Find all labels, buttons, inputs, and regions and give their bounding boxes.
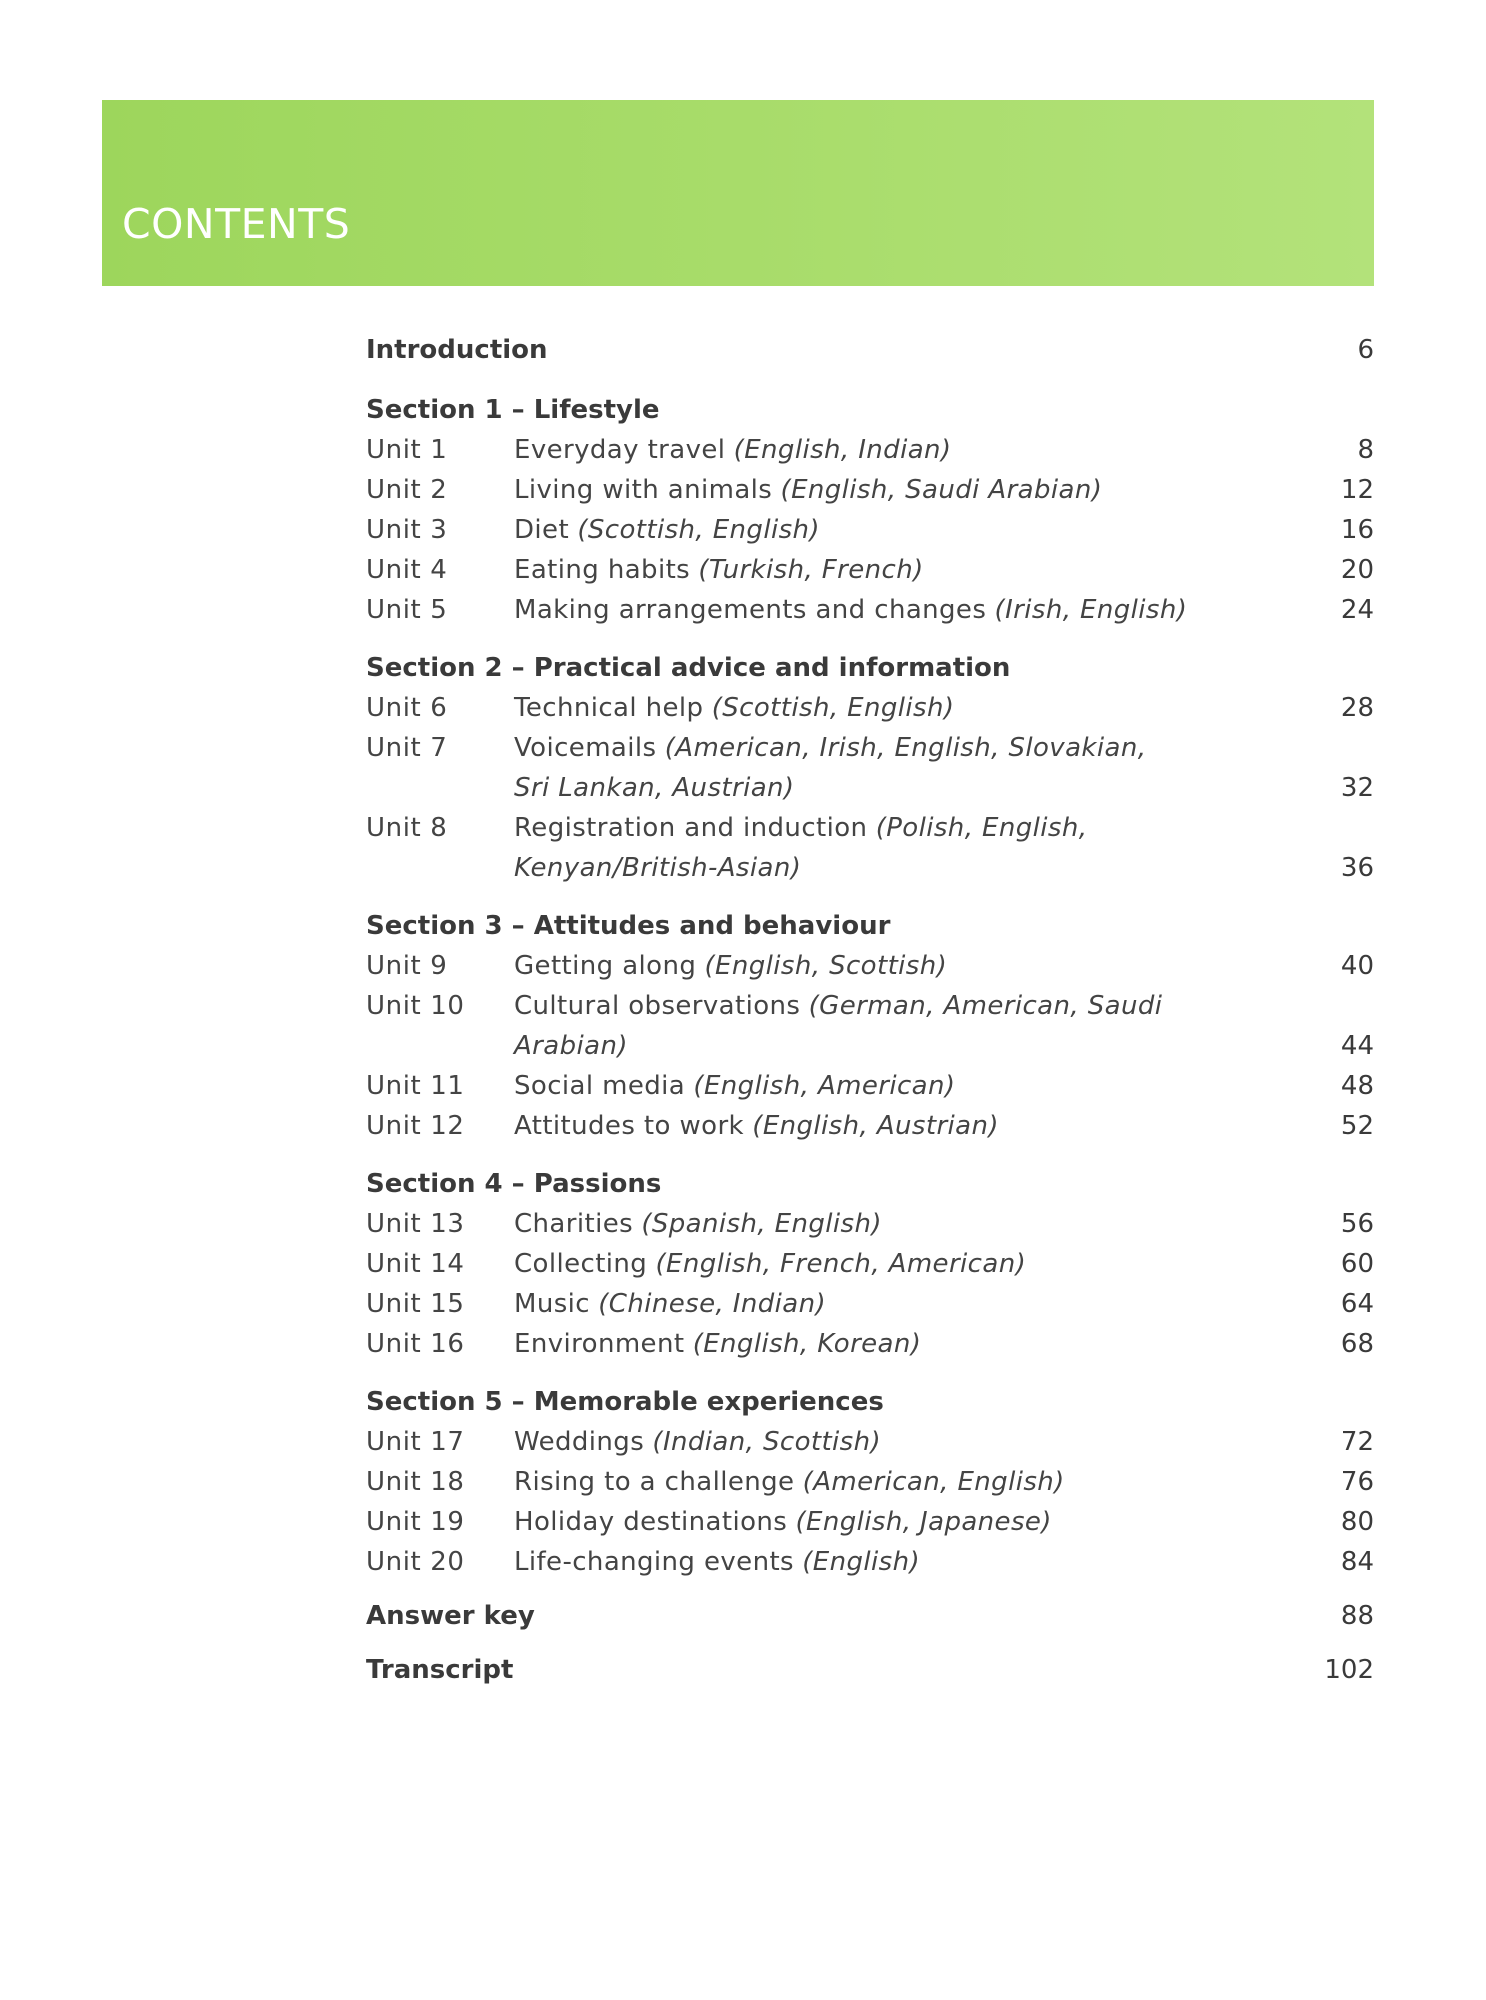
page-number: 32 bbox=[1340, 773, 1374, 803]
unit-body bbox=[514, 550, 1284, 590]
page-number: 24 bbox=[1340, 595, 1374, 625]
unit-title: Social media bbox=[514, 1071, 686, 1101]
unit-title: Diet bbox=[514, 515, 570, 545]
page-number: 6 bbox=[1357, 335, 1374, 365]
unit-title: Music bbox=[514, 1289, 590, 1319]
toc-unit-row[interactable] bbox=[366, 1324, 1374, 1364]
unit-title: Eating habits bbox=[514, 555, 691, 585]
page-number: 88 bbox=[1340, 1601, 1374, 1631]
unit-title: Collecting bbox=[514, 1249, 648, 1279]
unit-title: Life-changing events bbox=[514, 1547, 794, 1577]
unit-title: Attitudes to work bbox=[514, 1111, 745, 1141]
section-heading: Section 2 – Practical advice and information bbox=[366, 653, 1011, 683]
unit-title: Rising to a challenge bbox=[514, 1467, 795, 1497]
table-of-contents bbox=[366, 330, 1374, 1690]
unit-accents: (English, Korean) bbox=[692, 1329, 922, 1359]
unit-label: Unit 3 bbox=[366, 515, 448, 545]
unit-label: Unit 8 bbox=[366, 813, 448, 843]
unit-accents: (Spanish, English) bbox=[641, 1209, 882, 1239]
page-number: 80 bbox=[1340, 1507, 1374, 1537]
unit-body bbox=[514, 1106, 1284, 1146]
unit-title: Registration and induction bbox=[514, 813, 868, 843]
unit-label: Unit 5 bbox=[366, 595, 448, 625]
unit-body bbox=[514, 1244, 1284, 1284]
page-number: 52 bbox=[1340, 1111, 1374, 1141]
page-number: 48 bbox=[1340, 1071, 1374, 1101]
unit-body bbox=[514, 1066, 1284, 1106]
introduction-label: Introduction bbox=[366, 335, 548, 365]
toc-unit-row[interactable] bbox=[366, 1422, 1374, 1462]
unit-label: Unit 9 bbox=[366, 951, 448, 981]
toc-unit-row[interactable] bbox=[366, 430, 1374, 470]
toc-unit-row[interactable] bbox=[366, 470, 1374, 510]
page-number: 60 bbox=[1340, 1249, 1374, 1279]
unit-label: Unit 14 bbox=[366, 1249, 465, 1279]
toc-unit-row[interactable] bbox=[366, 1244, 1374, 1284]
unit-label: Unit 1 bbox=[366, 435, 448, 465]
page-number: 102 bbox=[1324, 1655, 1374, 1685]
answer-key-label: Answer key bbox=[366, 1601, 535, 1631]
unit-body bbox=[514, 1462, 1284, 1502]
unit-accents: (American, Irish, English, Slovakian, bbox=[664, 733, 1147, 763]
page-number: 56 bbox=[1340, 1209, 1374, 1239]
toc-unit-row[interactable] bbox=[366, 1204, 1374, 1244]
unit-accents: (Indian, Scottish) bbox=[652, 1427, 882, 1457]
unit-title: Getting along bbox=[514, 951, 697, 981]
unit-body bbox=[514, 808, 1284, 888]
unit-title: Living with animals bbox=[514, 475, 773, 505]
transcript-label: Transcript bbox=[366, 1655, 514, 1685]
unit-body bbox=[514, 688, 1284, 728]
unit-accents: (English, Indian) bbox=[733, 435, 952, 465]
unit-label: Unit 6 bbox=[366, 693, 448, 723]
toc-unit-row[interactable] bbox=[366, 1106, 1374, 1146]
unit-body bbox=[514, 728, 1284, 808]
unit-title: Technical help bbox=[514, 693, 704, 723]
toc-unit-row[interactable] bbox=[366, 728, 1374, 808]
page-number: 16 bbox=[1340, 515, 1374, 545]
toc-unit-row[interactable] bbox=[366, 946, 1374, 986]
unit-title: Holiday destinations bbox=[514, 1507, 788, 1537]
unit-label: Unit 19 bbox=[366, 1507, 465, 1537]
unit-body bbox=[514, 986, 1284, 1066]
unit-accents: (English, Scottish) bbox=[704, 951, 948, 981]
unit-label: Unit 20 bbox=[366, 1547, 465, 1577]
page-number: 44 bbox=[1340, 1031, 1374, 1061]
toc-unit-row[interactable] bbox=[366, 550, 1374, 590]
page-number: 12 bbox=[1340, 475, 1374, 505]
unit-title: Cultural observations bbox=[514, 991, 801, 1021]
contents-banner bbox=[102, 100, 1374, 286]
unit-body bbox=[514, 510, 1284, 550]
unit-label: Unit 13 bbox=[366, 1209, 465, 1239]
toc-unit-row[interactable] bbox=[366, 1462, 1374, 1502]
section-heading: Section 5 – Memorable experiences bbox=[366, 1387, 884, 1417]
unit-accents: (Scottish, English) bbox=[711, 693, 955, 723]
page-number: 72 bbox=[1340, 1427, 1374, 1457]
section-heading: Section 1 – Lifestyle bbox=[366, 395, 660, 425]
unit-title: Voicemails bbox=[514, 733, 657, 763]
toc-unit-row[interactable] bbox=[366, 1502, 1374, 1542]
unit-body bbox=[514, 590, 1284, 630]
unit-label: Unit 17 bbox=[366, 1427, 465, 1457]
unit-accents-continued: Sri Lankan, Austrian) bbox=[514, 773, 795, 803]
unit-title: Charities bbox=[514, 1209, 634, 1239]
page-number: 20 bbox=[1340, 555, 1374, 585]
unit-title: Environment bbox=[514, 1329, 685, 1359]
unit-label: Unit 15 bbox=[366, 1289, 465, 1319]
unit-accents-continued: Kenyan/British-Asian) bbox=[514, 853, 802, 883]
unit-title: Weddings bbox=[514, 1427, 645, 1457]
unit-label: Unit 2 bbox=[366, 475, 448, 505]
unit-accents: (Irish, English) bbox=[994, 595, 1188, 625]
toc-unit-row[interactable] bbox=[366, 1542, 1374, 1582]
toc-unit-row[interactable] bbox=[366, 1284, 1374, 1324]
toc-unit-row[interactable] bbox=[366, 590, 1374, 630]
unit-body bbox=[514, 1502, 1284, 1542]
unit-title: Making arrangements and changes bbox=[514, 595, 987, 625]
unit-body bbox=[514, 1542, 1284, 1582]
page-number: 64 bbox=[1340, 1289, 1374, 1319]
page-number: 84 bbox=[1340, 1547, 1374, 1577]
page-number: 28 bbox=[1340, 693, 1374, 723]
unit-accents: (English, Austrian) bbox=[752, 1111, 999, 1141]
unit-accents: (English) bbox=[802, 1547, 921, 1577]
unit-accents: (American, English) bbox=[802, 1467, 1065, 1497]
toc-transcript[interactable] bbox=[366, 1650, 1374, 1690]
unit-title: Everyday travel bbox=[514, 435, 726, 465]
unit-accents: (English, Saudi Arabian) bbox=[780, 475, 1103, 505]
page-number: 8 bbox=[1357, 435, 1374, 465]
page-number: 76 bbox=[1340, 1467, 1374, 1497]
toc-unit-row[interactable] bbox=[366, 510, 1374, 550]
unit-accents: (English, Japanese) bbox=[795, 1507, 1052, 1537]
toc-unit-row[interactable] bbox=[366, 986, 1374, 1066]
page-number: 40 bbox=[1340, 951, 1374, 981]
unit-accents: (Polish, English, bbox=[875, 813, 1088, 843]
unit-label: Unit 16 bbox=[366, 1329, 465, 1359]
unit-label: Unit 10 bbox=[366, 991, 465, 1021]
unit-accents: (English, American) bbox=[693, 1071, 956, 1101]
unit-accents: (Chinese, Indian) bbox=[598, 1289, 827, 1319]
toc-answer-key[interactable] bbox=[366, 1596, 1374, 1636]
unit-body bbox=[514, 1422, 1284, 1462]
toc-introduction[interactable] bbox=[366, 330, 1374, 370]
page-title: CONTENTS bbox=[122, 200, 351, 248]
unit-accents: (German, American, Saudi Arabian) bbox=[514, 991, 1163, 1061]
unit-accents: (Scottish, English) bbox=[577, 515, 820, 545]
unit-body bbox=[514, 1284, 1284, 1324]
unit-body bbox=[514, 946, 1284, 986]
unit-label: Unit 12 bbox=[366, 1111, 465, 1141]
section-heading: Section 3 – Attitudes and behaviour bbox=[366, 911, 891, 941]
section-heading: Section 4 – Passions bbox=[366, 1169, 662, 1199]
page-number: 68 bbox=[1340, 1329, 1374, 1359]
unit-label: Unit 4 bbox=[366, 555, 448, 585]
toc-unit-row[interactable] bbox=[366, 688, 1374, 728]
unit-accents: (Turkish, French) bbox=[698, 555, 924, 585]
toc-unit-row[interactable] bbox=[366, 808, 1374, 888]
page-number: 36 bbox=[1340, 853, 1374, 883]
unit-body bbox=[514, 1324, 1284, 1364]
unit-label: Unit 11 bbox=[366, 1071, 465, 1101]
unit-body bbox=[514, 430, 1284, 470]
unit-body bbox=[514, 1204, 1284, 1244]
unit-label: Unit 7 bbox=[366, 733, 448, 763]
unit-label: Unit 18 bbox=[366, 1467, 465, 1497]
unit-body bbox=[514, 470, 1284, 510]
unit-accents: (English, French, American) bbox=[655, 1249, 1027, 1279]
toc-unit-row[interactable] bbox=[366, 1066, 1374, 1106]
